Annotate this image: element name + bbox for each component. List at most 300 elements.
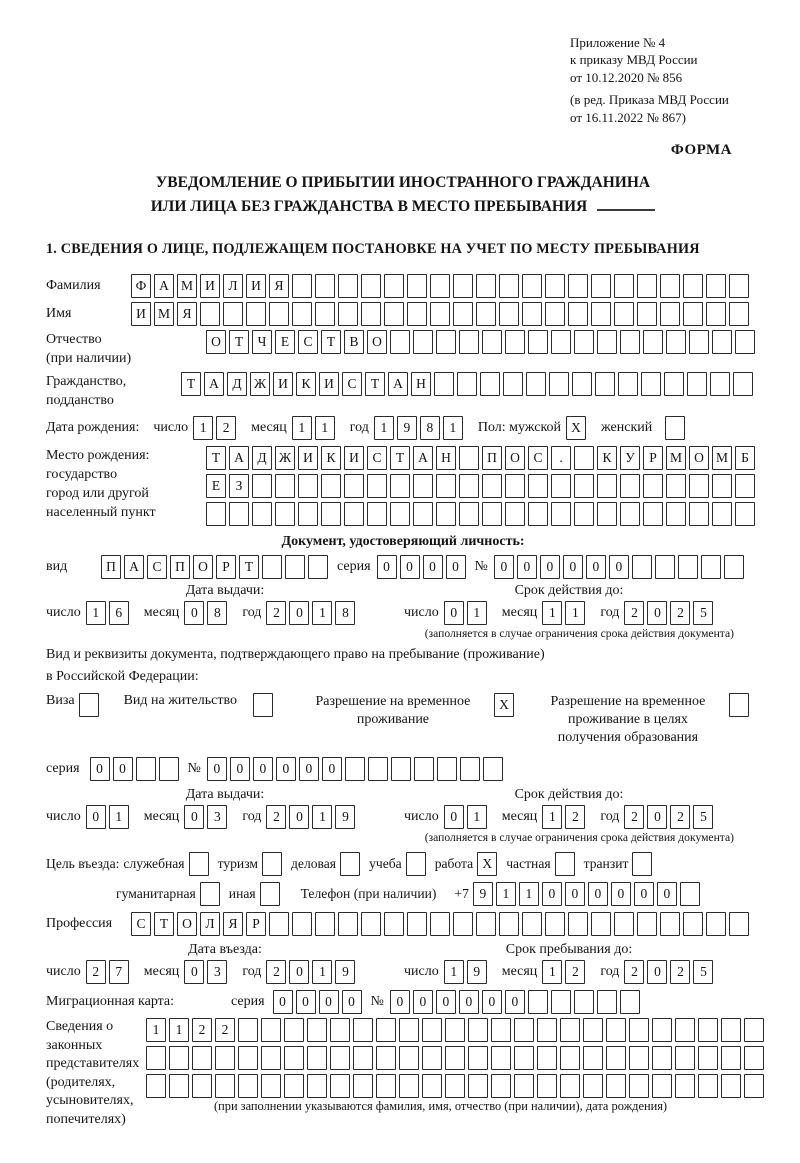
char-cell[interactable]: И: [298, 446, 318, 470]
char-cell[interactable]: [384, 912, 404, 936]
char-cell[interactable]: О: [193, 555, 213, 579]
char-cell[interactable]: 0: [296, 990, 316, 1014]
char-cell[interactable]: [376, 1046, 396, 1070]
char-cell[interactable]: 1: [565, 601, 585, 625]
char-cell[interactable]: 0: [436, 990, 456, 1014]
char-cell[interactable]: [574, 474, 594, 498]
char-cell[interactable]: [367, 474, 387, 498]
char-cell[interactable]: С: [298, 330, 318, 354]
purpose-tourism-checkbox[interactable]: [262, 852, 282, 876]
char-cell[interactable]: 0: [400, 555, 420, 579]
stay-day-cells[interactable]: [444, 960, 490, 984]
char-cell[interactable]: [706, 912, 726, 936]
char-cell[interactable]: [376, 1018, 396, 1042]
char-cell[interactable]: [169, 1074, 189, 1098]
char-cell[interactable]: 0: [86, 805, 106, 829]
char-cell[interactable]: Т: [154, 912, 174, 936]
surname-cells[interactable]: [131, 274, 752, 298]
char-cell[interactable]: [505, 330, 525, 354]
char-cell[interactable]: [595, 372, 615, 396]
char-cell[interactable]: [284, 1018, 304, 1042]
char-cell[interactable]: [666, 330, 686, 354]
rvp-issue-day-cells[interactable]: [86, 805, 132, 829]
char-cell[interactable]: [169, 1046, 189, 1070]
char-cell[interactable]: [514, 1018, 534, 1042]
char-cell[interactable]: [390, 330, 410, 354]
char-cell[interactable]: [528, 474, 548, 498]
char-cell[interactable]: 2: [216, 416, 236, 440]
char-cell[interactable]: 9: [473, 882, 493, 906]
char-cell[interactable]: Т: [390, 446, 410, 470]
char-cell[interactable]: Н: [436, 446, 456, 470]
char-cell[interactable]: У: [620, 446, 640, 470]
char-cell[interactable]: [675, 1074, 695, 1098]
char-cell[interactable]: 2: [266, 805, 286, 829]
char-cell[interactable]: [292, 302, 312, 326]
char-cell[interactable]: [453, 302, 473, 326]
char-cell[interactable]: [407, 274, 427, 298]
char-cell[interactable]: [591, 912, 611, 936]
rvp-expiry-year-cells[interactable]: [624, 805, 716, 829]
char-cell[interactable]: [689, 330, 709, 354]
char-cell[interactable]: [390, 502, 410, 526]
char-cell[interactable]: О: [367, 330, 387, 354]
char-cell[interactable]: [252, 474, 272, 498]
char-cell[interactable]: 1: [312, 601, 332, 625]
char-cell[interactable]: [413, 330, 433, 354]
rvp-expiry-day-cells[interactable]: [444, 805, 490, 829]
char-cell[interactable]: 2: [624, 960, 644, 984]
char-cell[interactable]: [698, 1074, 718, 1098]
char-cell[interactable]: [330, 1074, 350, 1098]
char-cell[interactable]: 1: [312, 805, 332, 829]
char-cell[interactable]: [436, 474, 456, 498]
profession-cells[interactable]: [131, 912, 752, 936]
char-cell[interactable]: 1: [86, 601, 106, 625]
char-cell[interactable]: [338, 302, 358, 326]
char-cell[interactable]: [284, 1046, 304, 1070]
char-cell[interactable]: [689, 502, 709, 526]
char-cell[interactable]: [407, 912, 427, 936]
char-cell[interactable]: [459, 330, 479, 354]
representatives-row3[interactable]: [146, 1074, 767, 1098]
char-cell[interactable]: 2: [565, 805, 585, 829]
purpose-humanitarian-checkbox[interactable]: [200, 882, 220, 906]
char-cell[interactable]: [330, 1018, 350, 1042]
char-cell[interactable]: [675, 1046, 695, 1070]
char-cell[interactable]: [549, 372, 569, 396]
char-cell[interactable]: [568, 302, 588, 326]
char-cell[interactable]: А: [229, 446, 249, 470]
char-cell[interactable]: М: [154, 302, 174, 326]
char-cell[interactable]: [689, 474, 709, 498]
char-cell[interactable]: 0: [413, 990, 433, 1014]
char-cell[interactable]: [683, 912, 703, 936]
char-cell[interactable]: М: [177, 274, 197, 298]
char-cell[interactable]: [574, 502, 594, 526]
doc-issue-year-cells[interactable]: [266, 601, 358, 625]
char-cell[interactable]: [514, 1074, 534, 1098]
char-cell[interactable]: 0: [184, 601, 204, 625]
char-cell[interactable]: Ж: [250, 372, 270, 396]
char-cell[interactable]: 0: [390, 990, 410, 1014]
char-cell[interactable]: [453, 912, 473, 936]
char-cell[interactable]: [261, 1018, 281, 1042]
char-cell[interactable]: [620, 990, 640, 1014]
char-cell[interactable]: .: [551, 446, 571, 470]
char-cell[interactable]: 0: [289, 805, 309, 829]
entry-day-cells[interactable]: [86, 960, 132, 984]
char-cell[interactable]: [643, 330, 663, 354]
char-cell[interactable]: [629, 1018, 649, 1042]
edu-residence-checkbox[interactable]: [729, 693, 749, 717]
char-cell[interactable]: [655, 555, 675, 579]
char-cell[interactable]: [136, 757, 156, 781]
char-cell[interactable]: С: [147, 555, 167, 579]
sex-male-checkbox[interactable]: X: [566, 416, 586, 440]
char-cell[interactable]: [215, 1046, 235, 1070]
char-cell[interactable]: Т: [239, 555, 259, 579]
char-cell[interactable]: [652, 1046, 672, 1070]
char-cell[interactable]: 1: [467, 601, 487, 625]
char-cell[interactable]: 0: [276, 757, 296, 781]
char-cell[interactable]: [652, 1018, 672, 1042]
char-cell[interactable]: Р: [216, 555, 236, 579]
char-cell[interactable]: [744, 1074, 764, 1098]
char-cell[interactable]: [632, 555, 652, 579]
char-cell[interactable]: Т: [365, 372, 385, 396]
char-cell[interactable]: 0: [230, 757, 250, 781]
char-cell[interactable]: [459, 474, 479, 498]
char-cell[interactable]: [724, 555, 744, 579]
char-cell[interactable]: 0: [482, 990, 502, 1014]
char-cell[interactable]: С: [131, 912, 151, 936]
char-cell[interactable]: [483, 757, 503, 781]
char-cell[interactable]: [574, 990, 594, 1014]
char-cell[interactable]: [735, 330, 755, 354]
char-cell[interactable]: [660, 302, 680, 326]
char-cell[interactable]: [445, 1018, 465, 1042]
char-cell[interactable]: 0: [446, 555, 466, 579]
char-cell[interactable]: [338, 912, 358, 936]
char-cell[interactable]: [436, 330, 456, 354]
char-cell[interactable]: [641, 372, 661, 396]
char-cell[interactable]: [215, 1074, 235, 1098]
birth-day-cells[interactable]: [193, 416, 239, 440]
char-cell[interactable]: [574, 446, 594, 470]
char-cell[interactable]: [445, 1046, 465, 1070]
char-cell[interactable]: Р: [246, 912, 266, 936]
char-cell[interactable]: А: [204, 372, 224, 396]
char-cell[interactable]: Я: [269, 274, 289, 298]
char-cell[interactable]: 0: [540, 555, 560, 579]
firstname-cells[interactable]: [131, 302, 752, 326]
char-cell[interactable]: [620, 474, 640, 498]
char-cell[interactable]: [413, 474, 433, 498]
char-cell[interactable]: [321, 474, 341, 498]
char-cell[interactable]: П: [170, 555, 190, 579]
rvp-number-cells[interactable]: [207, 757, 506, 781]
char-cell[interactable]: [315, 302, 335, 326]
char-cell[interactable]: [606, 1046, 626, 1070]
char-cell[interactable]: [491, 1074, 511, 1098]
char-cell[interactable]: М: [712, 446, 732, 470]
char-cell[interactable]: [712, 502, 732, 526]
char-cell[interactable]: [606, 1018, 626, 1042]
doc-issue-day-cells[interactable]: [86, 601, 132, 625]
char-cell[interactable]: [666, 474, 686, 498]
purpose-work-checkbox[interactable]: X: [477, 852, 497, 876]
char-cell[interactable]: П: [101, 555, 121, 579]
char-cell[interactable]: 9: [397, 416, 417, 440]
purpose-official-checkbox[interactable]: [189, 852, 209, 876]
char-cell[interactable]: 0: [319, 990, 339, 1014]
char-cell[interactable]: [701, 555, 721, 579]
char-cell[interactable]: [422, 1074, 442, 1098]
char-cell[interactable]: [223, 302, 243, 326]
char-cell[interactable]: [353, 1074, 373, 1098]
char-cell[interactable]: 9: [335, 805, 355, 829]
char-cell[interactable]: [597, 990, 617, 1014]
char-cell[interactable]: 0: [647, 805, 667, 829]
char-cell[interactable]: [683, 302, 703, 326]
char-cell[interactable]: 7: [109, 960, 129, 984]
char-cell[interactable]: Т: [321, 330, 341, 354]
char-cell[interactable]: [298, 474, 318, 498]
char-cell[interactable]: [597, 474, 617, 498]
char-cell[interactable]: И: [319, 372, 339, 396]
char-cell[interactable]: 1: [292, 416, 312, 440]
char-cell[interactable]: [307, 1046, 327, 1070]
char-cell[interactable]: [338, 274, 358, 298]
char-cell[interactable]: [680, 882, 700, 906]
char-cell[interactable]: [146, 1046, 166, 1070]
birth-place-row3[interactable]: [206, 502, 758, 526]
char-cell[interactable]: [560, 1018, 580, 1042]
char-cell[interactable]: Т: [181, 372, 201, 396]
char-cell[interactable]: 9: [335, 960, 355, 984]
char-cell[interactable]: [583, 1046, 603, 1070]
char-cell[interactable]: [744, 1046, 764, 1070]
char-cell[interactable]: 2: [86, 960, 106, 984]
char-cell[interactable]: А: [388, 372, 408, 396]
char-cell[interactable]: [345, 757, 365, 781]
char-cell[interactable]: [551, 502, 571, 526]
char-cell[interactable]: [413, 502, 433, 526]
char-cell[interactable]: 2: [624, 601, 644, 625]
char-cell[interactable]: 2: [670, 805, 690, 829]
birth-month-cells[interactable]: [292, 416, 338, 440]
char-cell[interactable]: 3: [207, 960, 227, 984]
char-cell[interactable]: 8: [335, 601, 355, 625]
char-cell[interactable]: 5: [693, 960, 713, 984]
char-cell[interactable]: [238, 1046, 258, 1070]
char-cell[interactable]: [468, 1018, 488, 1042]
char-cell[interactable]: 2: [266, 601, 286, 625]
char-cell[interactable]: 2: [565, 960, 585, 984]
char-cell[interactable]: И: [246, 274, 266, 298]
char-cell[interactable]: 2: [624, 805, 644, 829]
char-cell[interactable]: К: [597, 446, 617, 470]
char-cell[interactable]: [437, 757, 457, 781]
char-cell[interactable]: [614, 302, 634, 326]
char-cell[interactable]: [238, 1074, 258, 1098]
char-cell[interactable]: 0: [588, 882, 608, 906]
char-cell[interactable]: [568, 912, 588, 936]
char-cell[interactable]: 1: [542, 805, 562, 829]
char-cell[interactable]: [545, 274, 565, 298]
mig-number-cells[interactable]: [390, 990, 643, 1014]
char-cell[interactable]: [361, 302, 381, 326]
char-cell[interactable]: [353, 1046, 373, 1070]
char-cell[interactable]: 0: [647, 601, 667, 625]
temp-residence-checkbox[interactable]: X: [494, 693, 514, 717]
char-cell[interactable]: [597, 330, 617, 354]
char-cell[interactable]: 0: [273, 990, 293, 1014]
char-cell[interactable]: [698, 1018, 718, 1042]
char-cell[interactable]: Д: [227, 372, 247, 396]
char-cell[interactable]: [643, 474, 663, 498]
rvp-issue-month-cells[interactable]: [184, 805, 230, 829]
char-cell[interactable]: [361, 912, 381, 936]
entry-month-cells[interactable]: [184, 960, 230, 984]
char-cell[interactable]: [307, 1018, 327, 1042]
representatives-row1[interactable]: [146, 1018, 767, 1042]
doc-issue-month-cells[interactable]: [184, 601, 230, 625]
char-cell[interactable]: 1: [496, 882, 516, 906]
char-cell[interactable]: 2: [670, 960, 690, 984]
char-cell[interactable]: [733, 372, 753, 396]
char-cell[interactable]: 1: [109, 805, 129, 829]
char-cell[interactable]: [315, 912, 335, 936]
char-cell[interactable]: [551, 474, 571, 498]
char-cell[interactable]: [146, 1074, 166, 1098]
purpose-private-checkbox[interactable]: [555, 852, 575, 876]
char-cell[interactable]: 0: [113, 757, 133, 781]
char-cell[interactable]: И: [344, 446, 364, 470]
purpose-business-checkbox[interactable]: [340, 852, 360, 876]
char-cell[interactable]: 0: [90, 757, 110, 781]
char-cell[interactable]: [503, 372, 523, 396]
char-cell[interactable]: [384, 302, 404, 326]
char-cell[interactable]: 2: [670, 601, 690, 625]
char-cell[interactable]: Б: [735, 446, 755, 470]
char-cell[interactable]: 0: [494, 555, 514, 579]
char-cell[interactable]: [574, 330, 594, 354]
char-cell[interactable]: Т: [206, 446, 226, 470]
char-cell[interactable]: [399, 1018, 419, 1042]
char-cell[interactable]: 1: [315, 416, 335, 440]
char-cell[interactable]: [597, 502, 617, 526]
char-cell[interactable]: [528, 330, 548, 354]
char-cell[interactable]: Ч: [252, 330, 272, 354]
char-cell[interactable]: [200, 302, 220, 326]
char-cell[interactable]: [526, 372, 546, 396]
char-cell[interactable]: О: [689, 446, 709, 470]
char-cell[interactable]: [522, 912, 542, 936]
char-cell[interactable]: [269, 302, 289, 326]
char-cell[interactable]: [292, 912, 312, 936]
char-cell[interactable]: З: [229, 474, 249, 498]
char-cell[interactable]: [560, 1074, 580, 1098]
char-cell[interactable]: [292, 274, 312, 298]
char-cell[interactable]: [712, 474, 732, 498]
char-cell[interactable]: Е: [275, 330, 295, 354]
char-cell[interactable]: 0: [609, 555, 629, 579]
char-cell[interactable]: 0: [657, 882, 677, 906]
char-cell[interactable]: [482, 474, 502, 498]
char-cell[interactable]: [537, 1046, 557, 1070]
char-cell[interactable]: [361, 274, 381, 298]
char-cell[interactable]: Ж: [275, 446, 295, 470]
char-cell[interactable]: [285, 555, 305, 579]
char-cell[interactable]: [459, 502, 479, 526]
char-cell[interactable]: [629, 1074, 649, 1098]
char-cell[interactable]: А: [413, 446, 433, 470]
char-cell[interactable]: 0: [184, 960, 204, 984]
char-cell[interactable]: 0: [586, 555, 606, 579]
char-cell[interactable]: 2: [192, 1018, 212, 1042]
char-cell[interactable]: [499, 274, 519, 298]
char-cell[interactable]: [407, 302, 427, 326]
char-cell[interactable]: [620, 502, 640, 526]
char-cell[interactable]: [666, 502, 686, 526]
char-cell[interactable]: [391, 757, 411, 781]
char-cell[interactable]: [430, 274, 450, 298]
char-cell[interactable]: Е: [206, 474, 226, 498]
char-cell[interactable]: [545, 302, 565, 326]
char-cell[interactable]: О: [505, 446, 525, 470]
doc-expiry-year-cells[interactable]: [624, 601, 716, 625]
char-cell[interactable]: [344, 502, 364, 526]
char-cell[interactable]: [551, 990, 571, 1014]
char-cell[interactable]: 0: [542, 882, 562, 906]
char-cell[interactable]: [459, 446, 479, 470]
char-cell[interactable]: [687, 372, 707, 396]
char-cell[interactable]: [729, 912, 749, 936]
char-cell[interactable]: [330, 1046, 350, 1070]
char-cell[interactable]: К: [321, 446, 341, 470]
char-cell[interactable]: [390, 474, 410, 498]
char-cell[interactable]: [298, 502, 318, 526]
char-cell[interactable]: [643, 502, 663, 526]
char-cell[interactable]: [262, 555, 282, 579]
char-cell[interactable]: Л: [223, 274, 243, 298]
char-cell[interactable]: [614, 912, 634, 936]
char-cell[interactable]: А: [154, 274, 174, 298]
char-cell[interactable]: [505, 474, 525, 498]
char-cell[interactable]: 1: [312, 960, 332, 984]
birth-year-cells[interactable]: [374, 416, 466, 440]
char-cell[interactable]: 0: [459, 990, 479, 1014]
char-cell[interactable]: [422, 1018, 442, 1042]
char-cell[interactable]: [192, 1074, 212, 1098]
visa-checkbox[interactable]: [79, 693, 99, 717]
char-cell[interactable]: 0: [647, 960, 667, 984]
char-cell[interactable]: [735, 474, 755, 498]
residence-permit-checkbox[interactable]: [253, 693, 273, 717]
char-cell[interactable]: [460, 757, 480, 781]
char-cell[interactable]: [453, 274, 473, 298]
char-cell[interactable]: [637, 274, 657, 298]
char-cell[interactable]: 1: [444, 960, 464, 984]
char-cell[interactable]: 0: [184, 805, 204, 829]
char-cell[interactable]: [660, 274, 680, 298]
char-cell[interactable]: [261, 1046, 281, 1070]
char-cell[interactable]: 1: [193, 416, 213, 440]
doc-expiry-month-cells[interactable]: [542, 601, 588, 625]
char-cell[interactable]: 0: [253, 757, 273, 781]
